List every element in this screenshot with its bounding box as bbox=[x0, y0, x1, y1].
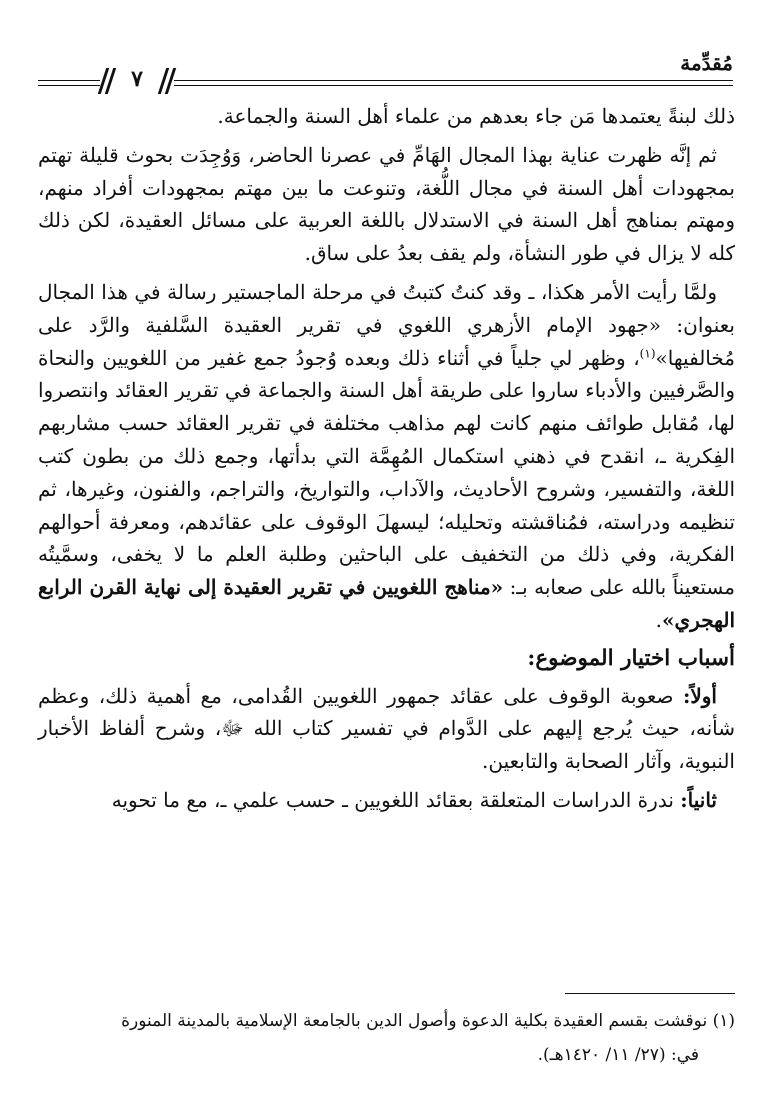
section-heading: أسباب اختيار الموضوع: bbox=[527, 645, 735, 671]
body-text bbox=[38, 100, 735, 823]
running-header bbox=[38, 48, 733, 92]
paragraph-3-text-b: ، وظهر لي جلياً في أثناء ذلك وبعده وُجودُ جمع غفير من اللغويين والنحاة والصَّرفيين والأدباء ساروا على طريقة أهل السنة والجماعة في تقرير العقائد وانتصروا لها، مُقابل طوائف منهم كانت لهم مذاهب مختلفة في تقرير العقائد حسب مشاربهم الفِكرية ـ، انقدح في ذهني استكمال المُهِمَّة التي بدأتها، وجمع ذلك من بطون كتب اللغة، والتفسير، وشروح الأحاديث، والآداب، والتواريخ، والتراجم، والفنون، وغيرها، ثم تنظيمه ودراسته، فمُناقشته وتحليله؛ ليسهلَ الوقوف على عقائدهم، ومعرفة أحوالهم الفكرية، وفي ذلك من التخفيف على الباحثين وطلبة العلم ما لا يخفى، وسمَّيتُه مستعيناً بالله على صعابه بـ: bbox=[38, 345, 736, 600]
footnote-text-1: نوقشت بقسم العقيدة بكلية الدعوة وأصول الدين بالجامعة الإسلامية بالمدينة المنورة bbox=[121, 1011, 708, 1031]
reason-2-text: ندرة الدراسات المتعلقة بعقائد اللغويين ـ حسب علمي ـ، مع ما تحويه bbox=[111, 787, 681, 812]
footnote-reference[interactable]: (١) bbox=[639, 345, 656, 360]
reason-2 bbox=[38, 784, 735, 817]
footnote bbox=[38, 1004, 735, 1072]
reason-1-text: صعوبة الوقوف على عقائد جمهور اللغويين القُدامى، مع أهمية ذلك، وعظم شأنه، حيث يُرجع إليهم على الدَّوام في تفسير كتاب الله ﷻ، وشرح ألفاظ الأخبار النبوية، وآثار الصحابة والتابعين. bbox=[38, 683, 735, 774]
page-number: ٧ bbox=[131, 66, 143, 92]
footnote-line-2: في: (٢٧/ ١١/ ١٤٢٠هـ). bbox=[537, 1045, 699, 1065]
thesis-title: «مناهج اللغويين في تقرير العقيدة إلى نهاية القرن الرابع الهجري» bbox=[38, 575, 735, 632]
reason-1-label: أولاً: bbox=[682, 683, 717, 708]
paragraph-3 bbox=[38, 276, 735, 637]
reason-1 bbox=[38, 680, 735, 778]
header-title: مُقدِّمة bbox=[680, 51, 733, 75]
page-number-box bbox=[100, 66, 174, 92]
paragraph-3-end: . bbox=[655, 607, 663, 632]
paragraph-1: ذلك لبنةً يعتمدها مَن جاء بعدهم من علماء أهل السنة والجماعة. bbox=[217, 104, 735, 128]
footnote-line-1 bbox=[38, 1004, 735, 1038]
footnote-mark: (١) bbox=[712, 1011, 735, 1031]
paragraph-2: ثم إنَّه ظهرت عناية بهذا المجال الهَامِّ في عصرنا الحاضر، وَوُجِدَت بحوث قليلة تهتم بمجهودات أهل السنة في مجال اللُّغة، وتنوعت ما بين مهتم بمجهودات أفراد منهم، ومهتم بمناهج أهل السنة في الاستدلال باللغة العربية على مسائل العقيدة، لكن ذلك كله لا يزال في طور النشأة، ولم يقف بعدُ على ساق. bbox=[38, 142, 735, 266]
footnote-separator bbox=[565, 993, 735, 994]
reason-2-label: ثانياً: bbox=[680, 787, 717, 812]
paragraph-3-text-a: ولمَّا رأيت الأمر هكذا، ـ وقد كنتُ كتبتُ في مرحلة الماجستير رسالة في هذا المجال بعنوان: «جهود الإمام الأزهري اللغوي في تقرير العقيدة السَّلفية والرَّد على مُخالفيها» bbox=[38, 279, 736, 370]
